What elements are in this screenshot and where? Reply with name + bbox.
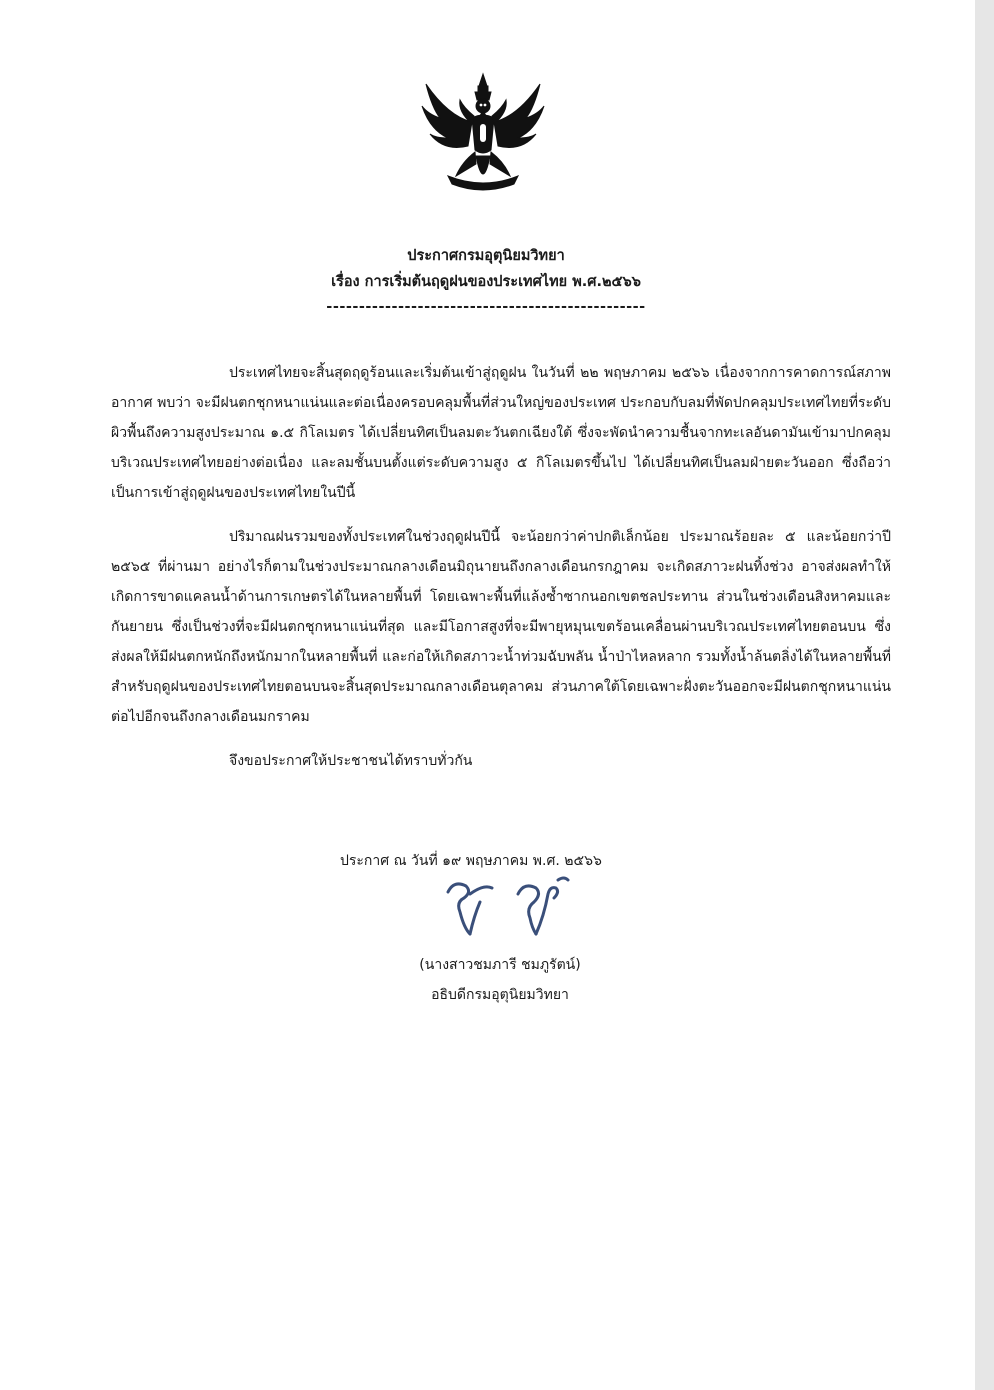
signer-name: (นางสาวชมภารี ชมภูรัตน์) xyxy=(419,957,581,973)
viewer-margin xyxy=(975,0,994,1390)
announcement-subject: เรื่อง การเริ่มต้นฤดูฝนของประเทศไทย พ.ศ.๒๕๖๖ xyxy=(331,274,641,290)
signer-title: อธิบดีกรมอุตุนิยมวิทยา xyxy=(431,987,569,1003)
title-divider: ------------------------------------------------- xyxy=(326,299,646,315)
announcement-header xyxy=(200,243,772,315)
signature-image xyxy=(440,872,590,942)
announcement-body xyxy=(111,358,891,776)
garuda-emblem-icon xyxy=(418,72,548,202)
paragraph-2: ปริมาณฝนรวมของทั้งประเทศในช่วงฤดูฝนปีนี้ จะน้อยกว่าค่าปกติเล็กน้อย ประมาณร้อยละ ๕ และน้อยกว่าปี ๒๕๖๕ ที่ผ่านมา อย่างไรก็ตามในช่วงประมาณกลางเดือนมิถุนายนถึงกลางเดือนกรกฎาคม จะเกิดสภาวะฝนทิ้งช่วง อาจส่งผลทำให้เกิดการขาดแคลนน้ำด้านการเกษตรได้ในหลายพื้นที่ โดยเฉพาะพื้นที่แล้งซ้ำซากนอกเขตชลประทาน ส่วนในช่วงเดือนสิงหาคมและกันยายน ซึ่งเป็นช่วงที่จะมีฝนตกชุกหนาแน่นที่สุด และมีโอกาสสูงที่จะมีพายุหมุนเขตร้อนเคลื่อนผ่านบริเวณประเทศไทยตอนบน ซึ่งส่งผลให้มีฝนตกหนักถึงหนักมากในหลายพื้นที่ และก่อให้เกิดสภาวะน้ำท่วมฉับพลัน น้ำป่าไหลหลาก รวมทั้งน้ำล้นตลิ่งได้ในหลายพื้นที่ สำหรับฤดูฝนของประเทศไทยตอนบนจะสิ้นสุดประมาณกลางเดือนตุลาคม ส่วนภาคใต้โดยเฉพาะฝั่งตะวันออกจะมีฝนตกชุกหนาแน่นต่อไปอีกจนถึงกลางเดือนมกราคม xyxy=(111,529,891,725)
paragraph-1: ประเทศไทยจะสิ้นสุดฤดูร้อนและเริ่มต้นเข้าสู่ฤดูฝน ในวันที่ ๒๒ พฤษภาคม ๒๕๖๖ เนื่องจากการคาดการณ์สภาพอากาศ พบว่า จะมีฝนตกชุกหนาแน่นและต่อเนื่องครอบคลุมพื้นที่ส่วนใหญ่ของประเทศ ประกอบกับลมที่พัดปกคลุมประเทศไทยที่ระดับผิวพื้นถึงความสูงประมาณ ๑.๕ กิโลเมตร ได้เปลี่ยนทิศเป็นลมตะวันตกเฉียงใต้ ซึ่งจะพัดนำความชื้นจากทะเลอันดามันเข้ามาปกคลุมบริเวณประเทศไทยอย่างต่อเนื่อง และลมชั้นบนตั้งแต่ระดับความสูง ๕ กิโลเมตรขึ้นไป ได้เปลี่ยนทิศเป็นลมฝ่ายตะวันออก ซึ่งถือว่าเป็นการเข้าสู่ฤดูฝนของประเทศไทยในปีนี้ xyxy=(111,365,891,501)
announcement-date: ประกาศ ณ วันที่ ๑๙ พฤษภาคม พ.ศ. ๒๕๖๖ xyxy=(340,853,602,869)
closing-sentence: จึงขอประกาศให้ประชาชนได้ทราบทั่วกัน xyxy=(229,753,473,769)
signer-block xyxy=(370,950,630,1010)
announcement-org: ประกาศกรมอุตุนิยมวิทยา xyxy=(407,248,565,264)
